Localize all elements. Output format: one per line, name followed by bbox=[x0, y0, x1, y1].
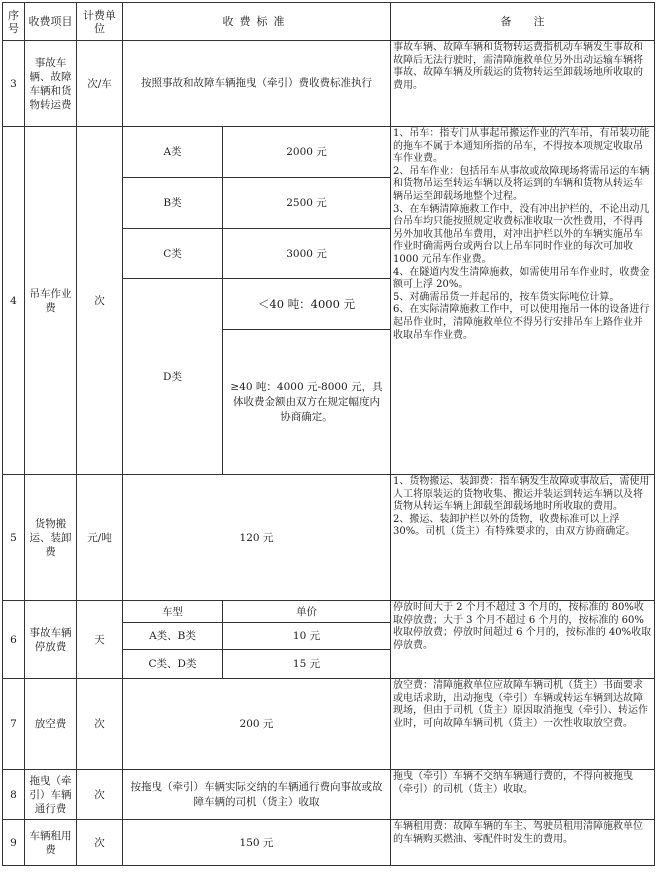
row-seq: 6 bbox=[3, 601, 25, 679]
fee-table bbox=[2, 2, 655, 866]
header-note: 备 注 bbox=[391, 3, 655, 41]
row-standard: 200 元 bbox=[123, 679, 391, 770]
parking-type: A类、B类 bbox=[123, 623, 223, 650]
row-seq: 9 bbox=[3, 820, 25, 866]
parking-type: C类、D类 bbox=[123, 650, 223, 679]
crane-price-lt40: ＜40 吨：4000 元 bbox=[223, 279, 391, 330]
parking-price: 10 元 bbox=[223, 623, 391, 650]
crane-price: 2500 元 bbox=[223, 178, 391, 229]
table-row bbox=[3, 127, 655, 178]
row-item: 拖曳（牵引）车辆通行费 bbox=[25, 770, 77, 820]
row-seq: 5 bbox=[3, 475, 25, 601]
row-item: 事故车辆、故障车辆和货物转运费 bbox=[25, 41, 77, 127]
table-row bbox=[3, 770, 655, 820]
header-standard: 收费标准 bbox=[123, 3, 391, 41]
crane-type: D类 bbox=[123, 279, 223, 475]
row-seq: 3 bbox=[3, 41, 25, 127]
row-note: 1、吊车：指专门从事起吊搬运作业的汽车吊，有吊装功能的拖车不属于本通知所指的吊车，不得按本项规定收取吊车作业费。 2、吊车作业：包括吊车从事故或故障现场将需吊运的车辆和货物吊运至转运车辆以及将运到的车辆和货物从转运车辆吊运至卸载场地整个过程。 3、在车辆清障施救工作中，没有冲出护栏的，不论出动几台吊车均只能按照规定收费标准收取一次性费用，不得再另外加收其他吊车费用，对冲出护栏以外的车辆实施吊车作业时确需两台或两台以上吊车同时作业的每次可加收1000 元吊车作业费。 4、在隧道内发生清障施救，如需使用吊车作业时，收费金额可上浮 20%。 5、对确需吊货一并起吊的，按车货实际吨位计算。 6、在实际清障施救工作中，可以使用拖吊一体的设备进行起吊作业时，清障施救单位不得另行安排吊车上路作业并收取吊车作业费。 bbox=[391, 127, 655, 475]
row-unit: 次 bbox=[77, 820, 123, 866]
row-standard: 按照事故和故障车辆拖曳（牵引）费收费标准执行 bbox=[123, 41, 391, 127]
table-row bbox=[3, 820, 655, 866]
row-unit: 元/吨 bbox=[77, 475, 123, 601]
crane-price: 3000 元 bbox=[223, 229, 391, 279]
parking-col-type: 车型 bbox=[123, 601, 223, 623]
row-item: 车辆租用费 bbox=[25, 820, 77, 866]
header-item: 收费项目 bbox=[25, 3, 77, 41]
header-row bbox=[3, 3, 655, 41]
table-row bbox=[3, 679, 655, 770]
header-seq: 序号 bbox=[3, 3, 25, 41]
row-seq: 4 bbox=[3, 127, 25, 475]
row-standard: 150 元 bbox=[123, 820, 391, 866]
row-seq: 8 bbox=[3, 770, 25, 820]
crane-price-ge40: ≥40 吨：4000 元-8000 元，具体收费金额由双方在规定幅度内协商确定。 bbox=[223, 330, 391, 475]
row-note: 1、货物搬运、装卸费：指车辆发生故障或事故后，需使用人工将原装运的货物收集、搬运并装运到转运车辆以及将货物从转运车辆上卸载至卸载场地时所收取的费用。 2、搬运、装卸护栏以外的货物，收费标准可以上浮 30%。司机（货主）有特殊要求的，由双方协商确定。 bbox=[391, 475, 655, 601]
row-item: 事故车辆停放费 bbox=[25, 601, 77, 679]
table-row bbox=[3, 41, 655, 127]
table-row bbox=[3, 601, 655, 623]
row-seq: 7 bbox=[3, 679, 25, 770]
row-unit: 次 bbox=[77, 679, 123, 770]
crane-type: A类 bbox=[123, 127, 223, 178]
row-note: 停放时间大于 2 个月不超过 3 个月的，按标准的 80%收取停放费；大于 3 个月不超过 6 个月的，按标准的 60%收取停放费；停放时间超过 6 个月的，按标准的 40%收取停放费。 bbox=[391, 601, 655, 679]
parking-price: 15 元 bbox=[223, 650, 391, 679]
row-note: 事故车辆、故障车辆和货物转运费指机动车辆发生事故和故障后无法行驶时，需清障施救单位另外出动运输车辆将事故、故障车辆及所载运的货物转运至卸载场地所收取的费用。 bbox=[391, 41, 655, 127]
parking-col-price: 单价 bbox=[223, 601, 391, 623]
row-item: 货物搬运、装卸费 bbox=[25, 475, 77, 601]
crane-price: 2000 元 bbox=[223, 127, 391, 178]
row-item: 吊车作业费 bbox=[25, 127, 77, 475]
crane-type: C类 bbox=[123, 229, 223, 279]
row-unit: 次/车 bbox=[77, 41, 123, 127]
row-note: 拖曳（牵引）车辆不交纳车辆通行费的，不得向被拖曳（牵引）的司机（货主）收取。 bbox=[391, 770, 655, 820]
row-standard: 120 元 bbox=[123, 475, 391, 601]
header-unit: 计费单位 bbox=[77, 3, 123, 41]
row-note: 放空费：清障施救单位应故障车辆司机（货主）书面要求或电话求助，出动拖曳（牵引）车辆或转运车辆到达故障现场，但由于司机（货主）原因取消拖曳（牵引）、转运作业时，可向故障车辆司机（货主）一次性收取放空费。 bbox=[391, 679, 655, 770]
row-item: 放空费 bbox=[25, 679, 77, 770]
row-standard: 按拖曳（牵引）车辆实际交纳的车辆通行费向事故或故障车辆的司机（货主）收取 bbox=[123, 770, 391, 820]
crane-type: B类 bbox=[123, 178, 223, 229]
table-row bbox=[3, 475, 655, 601]
row-unit: 次 bbox=[77, 127, 123, 475]
row-note: 车辆租用费：故障车辆的车主、驾驶员租用清障施救单位的车辆购买燃油、零配件时发生的费用。 bbox=[391, 820, 655, 866]
row-unit: 次 bbox=[77, 770, 123, 820]
row-unit: 天 bbox=[77, 601, 123, 679]
